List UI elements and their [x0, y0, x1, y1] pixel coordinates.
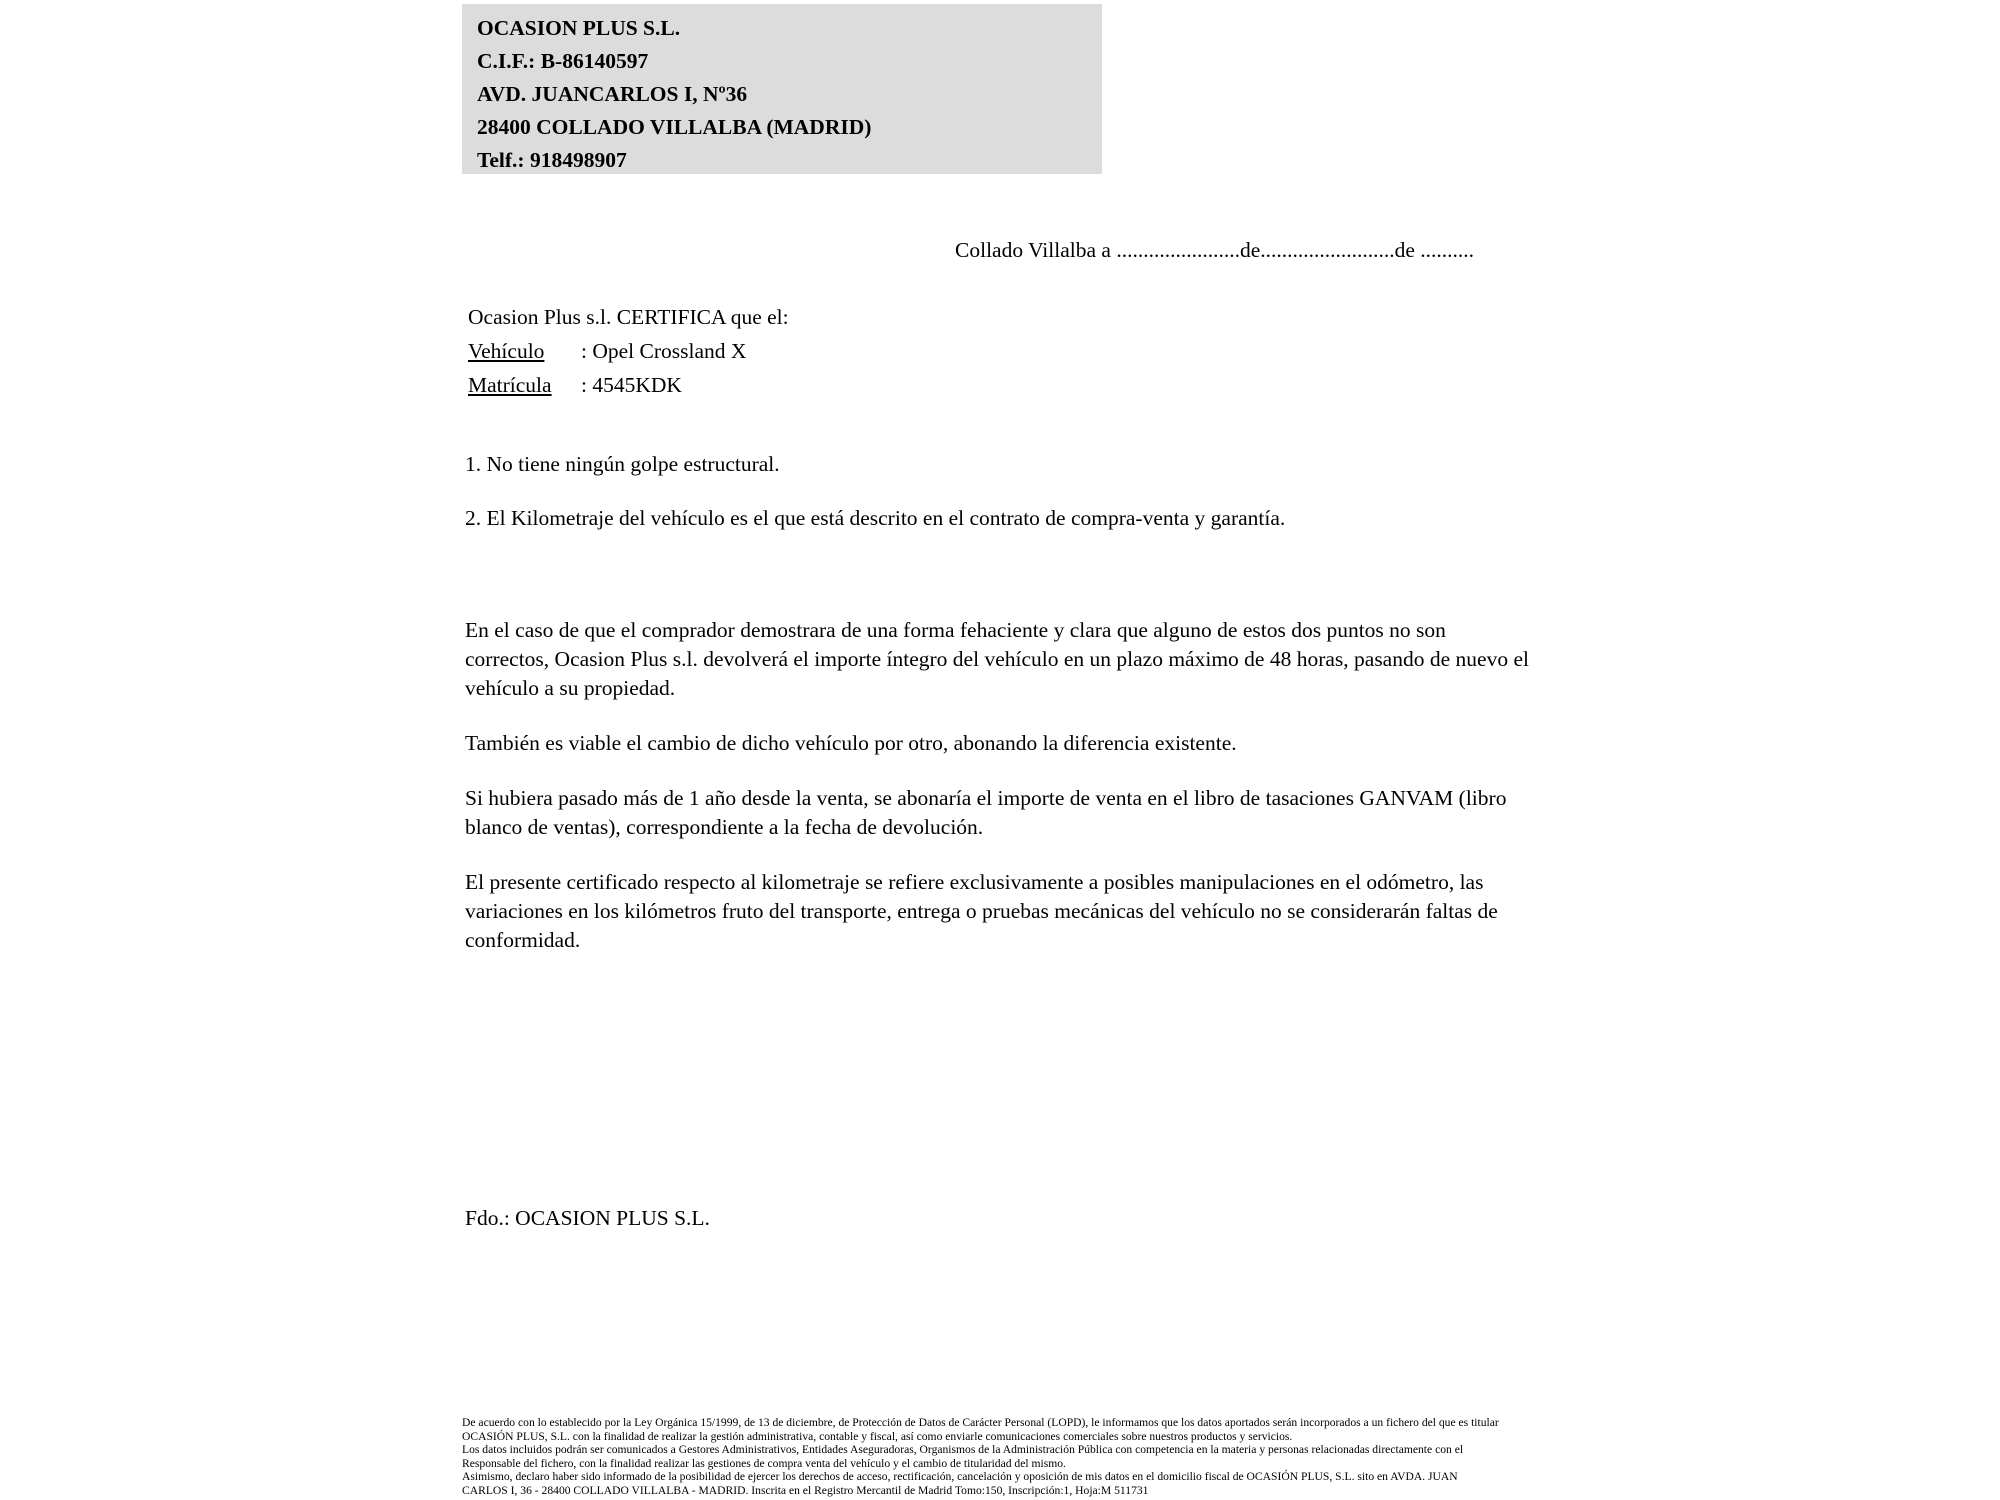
plate-label: Matrícula: [468, 373, 552, 397]
certificate-point-1: 1. No tiene ningún golpe estructural.: [465, 452, 780, 476]
body-paragraph-exchange: También es viable el cambio de dicho vehículo por otro, abonando la diferencia existente.: [465, 731, 1237, 755]
plate-row: [468, 368, 789, 402]
legal-footer-line: Responsable del fichero, con la finalidad realizar las gestiones de compra venta del vehículo y el cambio de titularidad del mismo.: [462, 1456, 1066, 1470]
company-name: OCASION PLUS S.L.: [477, 16, 681, 40]
date-line: Collado Villalba a .......................de.........................de ..........: [955, 238, 1475, 262]
plate-value: : 4545KDK: [581, 373, 682, 397]
body-paragraph-odometer: El presente certificado respecto al kilometraje se refiere exclusivamente a posibles manipulaciones en el odómetro, las variaciones en los kilómetros fruto del transporte, entrega o pruebas mecánicas del vehículo no se considerarán faltas de conformidad.: [465, 870, 1498, 952]
vehicle-row: [468, 334, 789, 368]
vehicle-value: : Opel Crossland X: [581, 339, 747, 363]
body-paragraph-refund: En el caso de que el comprador demostrara de una forma fehaciente y clara que alguno de estos dos puntos no son correctos, Ocasion Plus s.l. devolverá el importe íntegro del vehículo en un plazo máximo de 48 horas, pasando de nuevo el vehículo a su propiedad.: [465, 618, 1529, 700]
certificate-point-2: 2. El Kilometraje del vehículo es el que está descrito en el contrato de compra-venta y garantía.: [465, 506, 1286, 530]
address-line: AVD. JUANCARLOS I, Nº36: [477, 82, 748, 106]
cif-line: C.I.F.: B-86140597: [477, 49, 649, 73]
signature-line: Fdo.: OCASION PLUS S.L.: [465, 1206, 710, 1230]
certification-intro: Ocasion Plus s.l. CERTIFICA que el:: [468, 305, 789, 329]
legal-footer-line: CARLOS I, 36 - 28400 COLLADO VILLALBA - MADRID. Inscrita en el Registro Mercantil de Madrid Tomo:150, Inscripción:1, Hoja:M 511731: [462, 1483, 1149, 1497]
city-line: 28400 COLLADO VILLALBA (MADRID): [477, 115, 872, 139]
legal-footer: [462, 1416, 1602, 1498]
legal-footer-line: OCASIÓN PLUS, S.L. con la finalidad de realizar la gestión administrativa, contable y fiscal, así como enviarle comunicaciones comerciales sobre nuestros productos y servicios.: [462, 1429, 1293, 1443]
body-paragraphs: [465, 616, 1535, 981]
vehicle-label: Vehículo: [468, 339, 545, 363]
phone-line: Telf.: 918498907: [477, 148, 627, 172]
certification-block: [468, 300, 789, 402]
letterhead: [462, 4, 1102, 174]
legal-footer-line: Asimismo, declaro haber sido informado de la posibilidad de ejercer los derechos de acceso, rectificación, cancelación y oposición de mis datos en el domicilio fiscal de OCASIÓN PLUS, S.L. sito en AVDA. JUAN: [462, 1470, 1458, 1484]
body-paragraph-ganvam: Si hubiera pasado más de 1 año desde la venta, se abonaría el importe de venta en el libro de tasaciones GANVAM (libro blanco de ventas), correspondiente a la fecha de devolución.: [465, 786, 1507, 839]
legal-footer-line: De acuerdo con lo establecido por la Ley Orgánica 15/1999, de 13 de diciembre, de Protección de Datos de Carácter Personal (LOPD), le informamos que los datos aportados serán incorporados a un fichero del que es titular: [462, 1416, 1499, 1429]
legal-footer-line: Los datos incluidos podrán ser comunicados a Gestores Administrativos, Entidades Aseguradoras, Organismos de la Administración Pública con competencia en la materia y personas relacionadas directamente con el: [462, 1443, 1464, 1457]
